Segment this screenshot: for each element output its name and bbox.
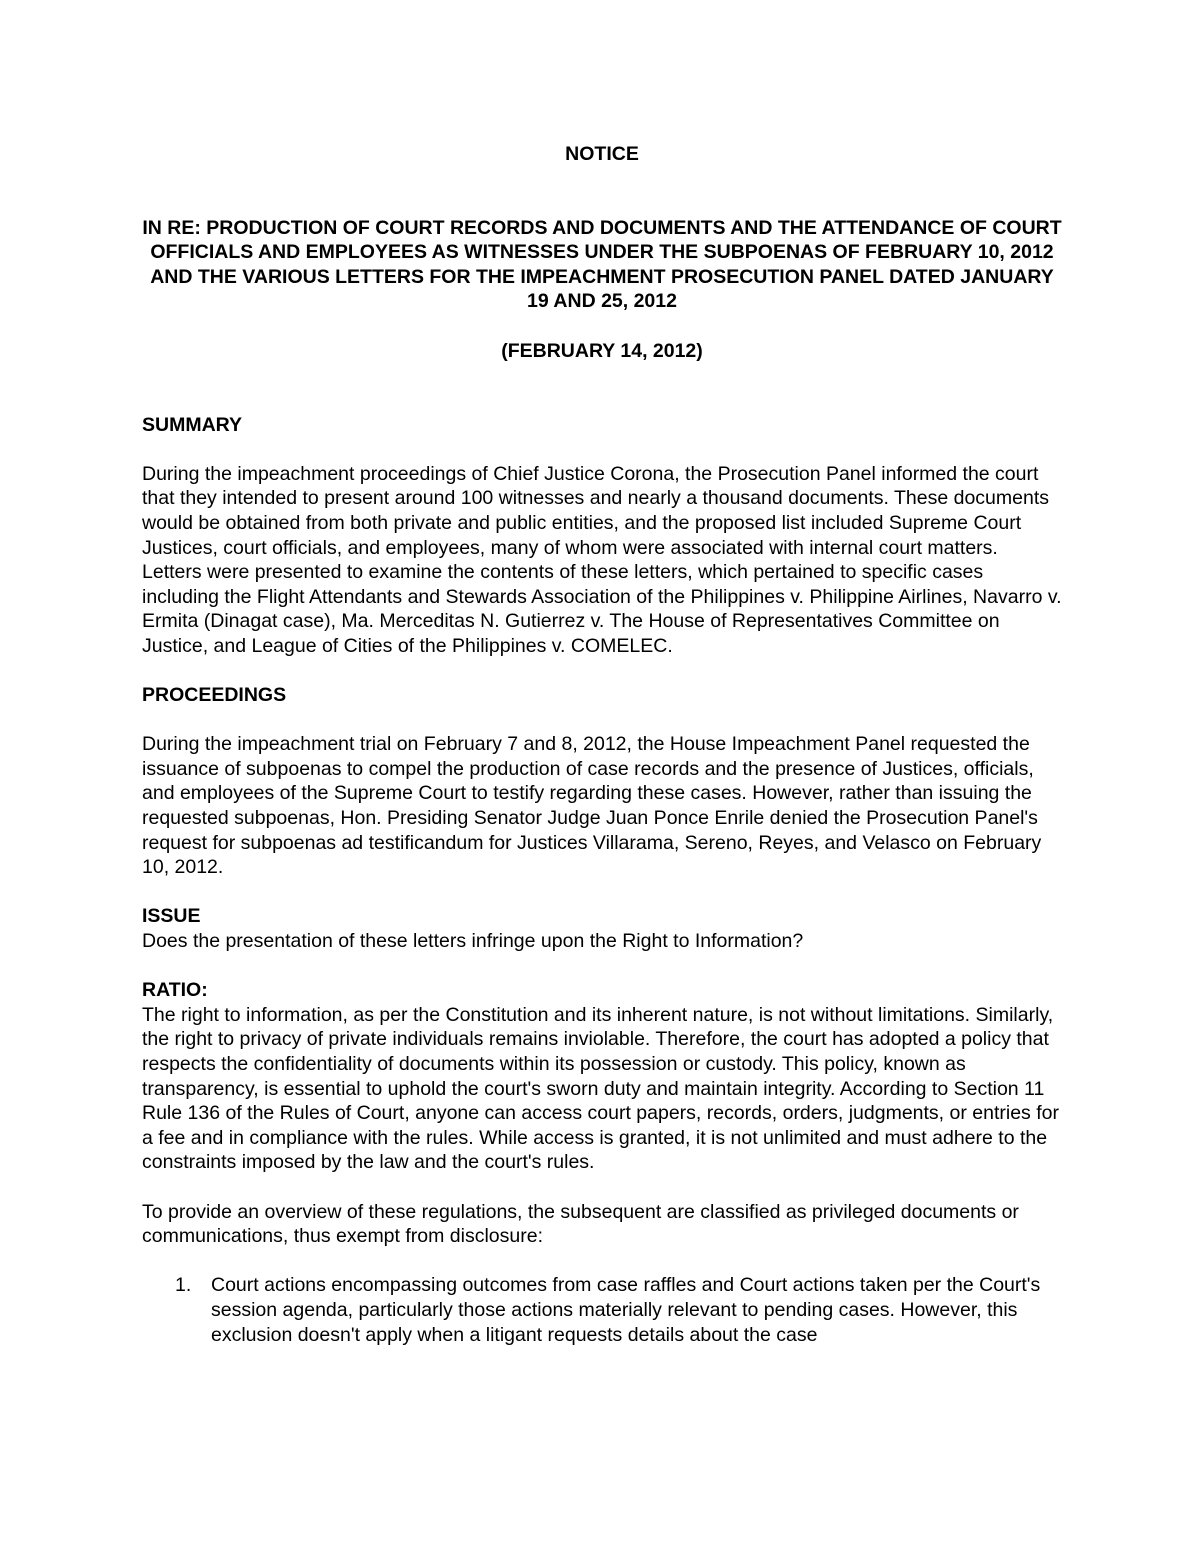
issue-body: Does the presentation of these letters infringe upon the Right to Information? bbox=[142, 930, 804, 953]
proceedings-body: During the impeachment trial on February 7 and 8, 2012, the House Impeachment Panel requested the issuance of subpoenas to compel the production of case records and the presence of Justices, officials, and employees of the Supreme Court to testify regarding these cases. However, rather than issuing the requested subpoenas, Hon. Presiding Senator Judge Juan Ponce Enrile denied the Prosecution Panel's request for subpoenas ad testificandum for Justices Villarama, Sereno, Reyes, and Velasco on February 10, 2012. bbox=[142, 733, 1042, 879]
list-item bbox=[142, 1273, 1062, 1347]
privileged-documents-list bbox=[142, 1273, 1062, 1347]
ratio-body: The right to information, as per the Constitution and its inherent nature, is not without limitations. Similarly, the right to privacy of private individuals remains inviolable. Therefore, the court has adopted a policy that respects the confidentiality of documents within its possession or custody. This policy, known as transparency, is essential to uphold the court's sworn duty and maintain integrity. According to Section 11 Rule 136 of the Rules of Court, anyone can access court papers, records, orders, judgments, or entries for a fee and in compliance with the rules. While access is granted, it is not unlimited and must adhere to the constraints imposed by the law and the court's rules. bbox=[142, 1003, 1059, 1174]
document-body bbox=[142, 142, 1062, 1347]
case-title: IN RE: PRODUCTION OF COURT RECORDS AND DOCUMENTS AND THE ATTENDANCE OF COURT OFFICIALS AND EMPLOYEES AS WITNESSES UNDER THE SUBPOENAS OF FEBRUARY 10, 2012 AND THE VARIOUS LETTERS FOR THE IMPEACHMENT PROSECUTION PANEL DATED JANUARY 19 AND 25, 2012 bbox=[142, 216, 1062, 313]
case-date: (FEBRUARY 14, 2012) bbox=[501, 339, 703, 362]
list-item-number: 1. bbox=[175, 1274, 192, 1297]
summary-heading: SUMMARY bbox=[142, 413, 243, 436]
proceedings-heading: PROCEEDINGS bbox=[142, 684, 287, 707]
notice-title: NOTICE bbox=[565, 143, 639, 165]
summary-body: During the impeachment proceedings of Chief Justice Corona, the Prosecution Panel informed the court that they intended to present around 100 witnesses and nearly a thousand documents. These documents would be obtained from both private and public entities, and the proposed list included Supreme Court Justices, court officials, and employees, many of whom were associated with internal court matters. Letters were presented to examine the contents of these letters, which pertained to specific cases including the Flight Attendants and Stewards Association of the Philippines v. Philippine Airlines, Navarro v. Ermita (Dinagat case), Ma. Merceditas N. Gutierrez v. The House of Representatives Committee on Justice, and League of Cities of the Philippines v. COMELEC. bbox=[142, 462, 1062, 657]
issue-heading: ISSUE bbox=[142, 905, 201, 928]
ratio-overview: To provide an overview of these regulations, the subsequent are classified as privileged documents or communications, thus exempt from disclosure: bbox=[142, 1200, 1019, 1248]
list-item-text: Court actions encompassing outcomes from case raffles and Court actions taken per the Court's session agenda, particularly those actions materially relevant to pending cases. However, this exclusion doesn't apply when a litigant requests details about the case bbox=[211, 1274, 1041, 1346]
ratio-heading: RATIO: bbox=[142, 979, 208, 1002]
